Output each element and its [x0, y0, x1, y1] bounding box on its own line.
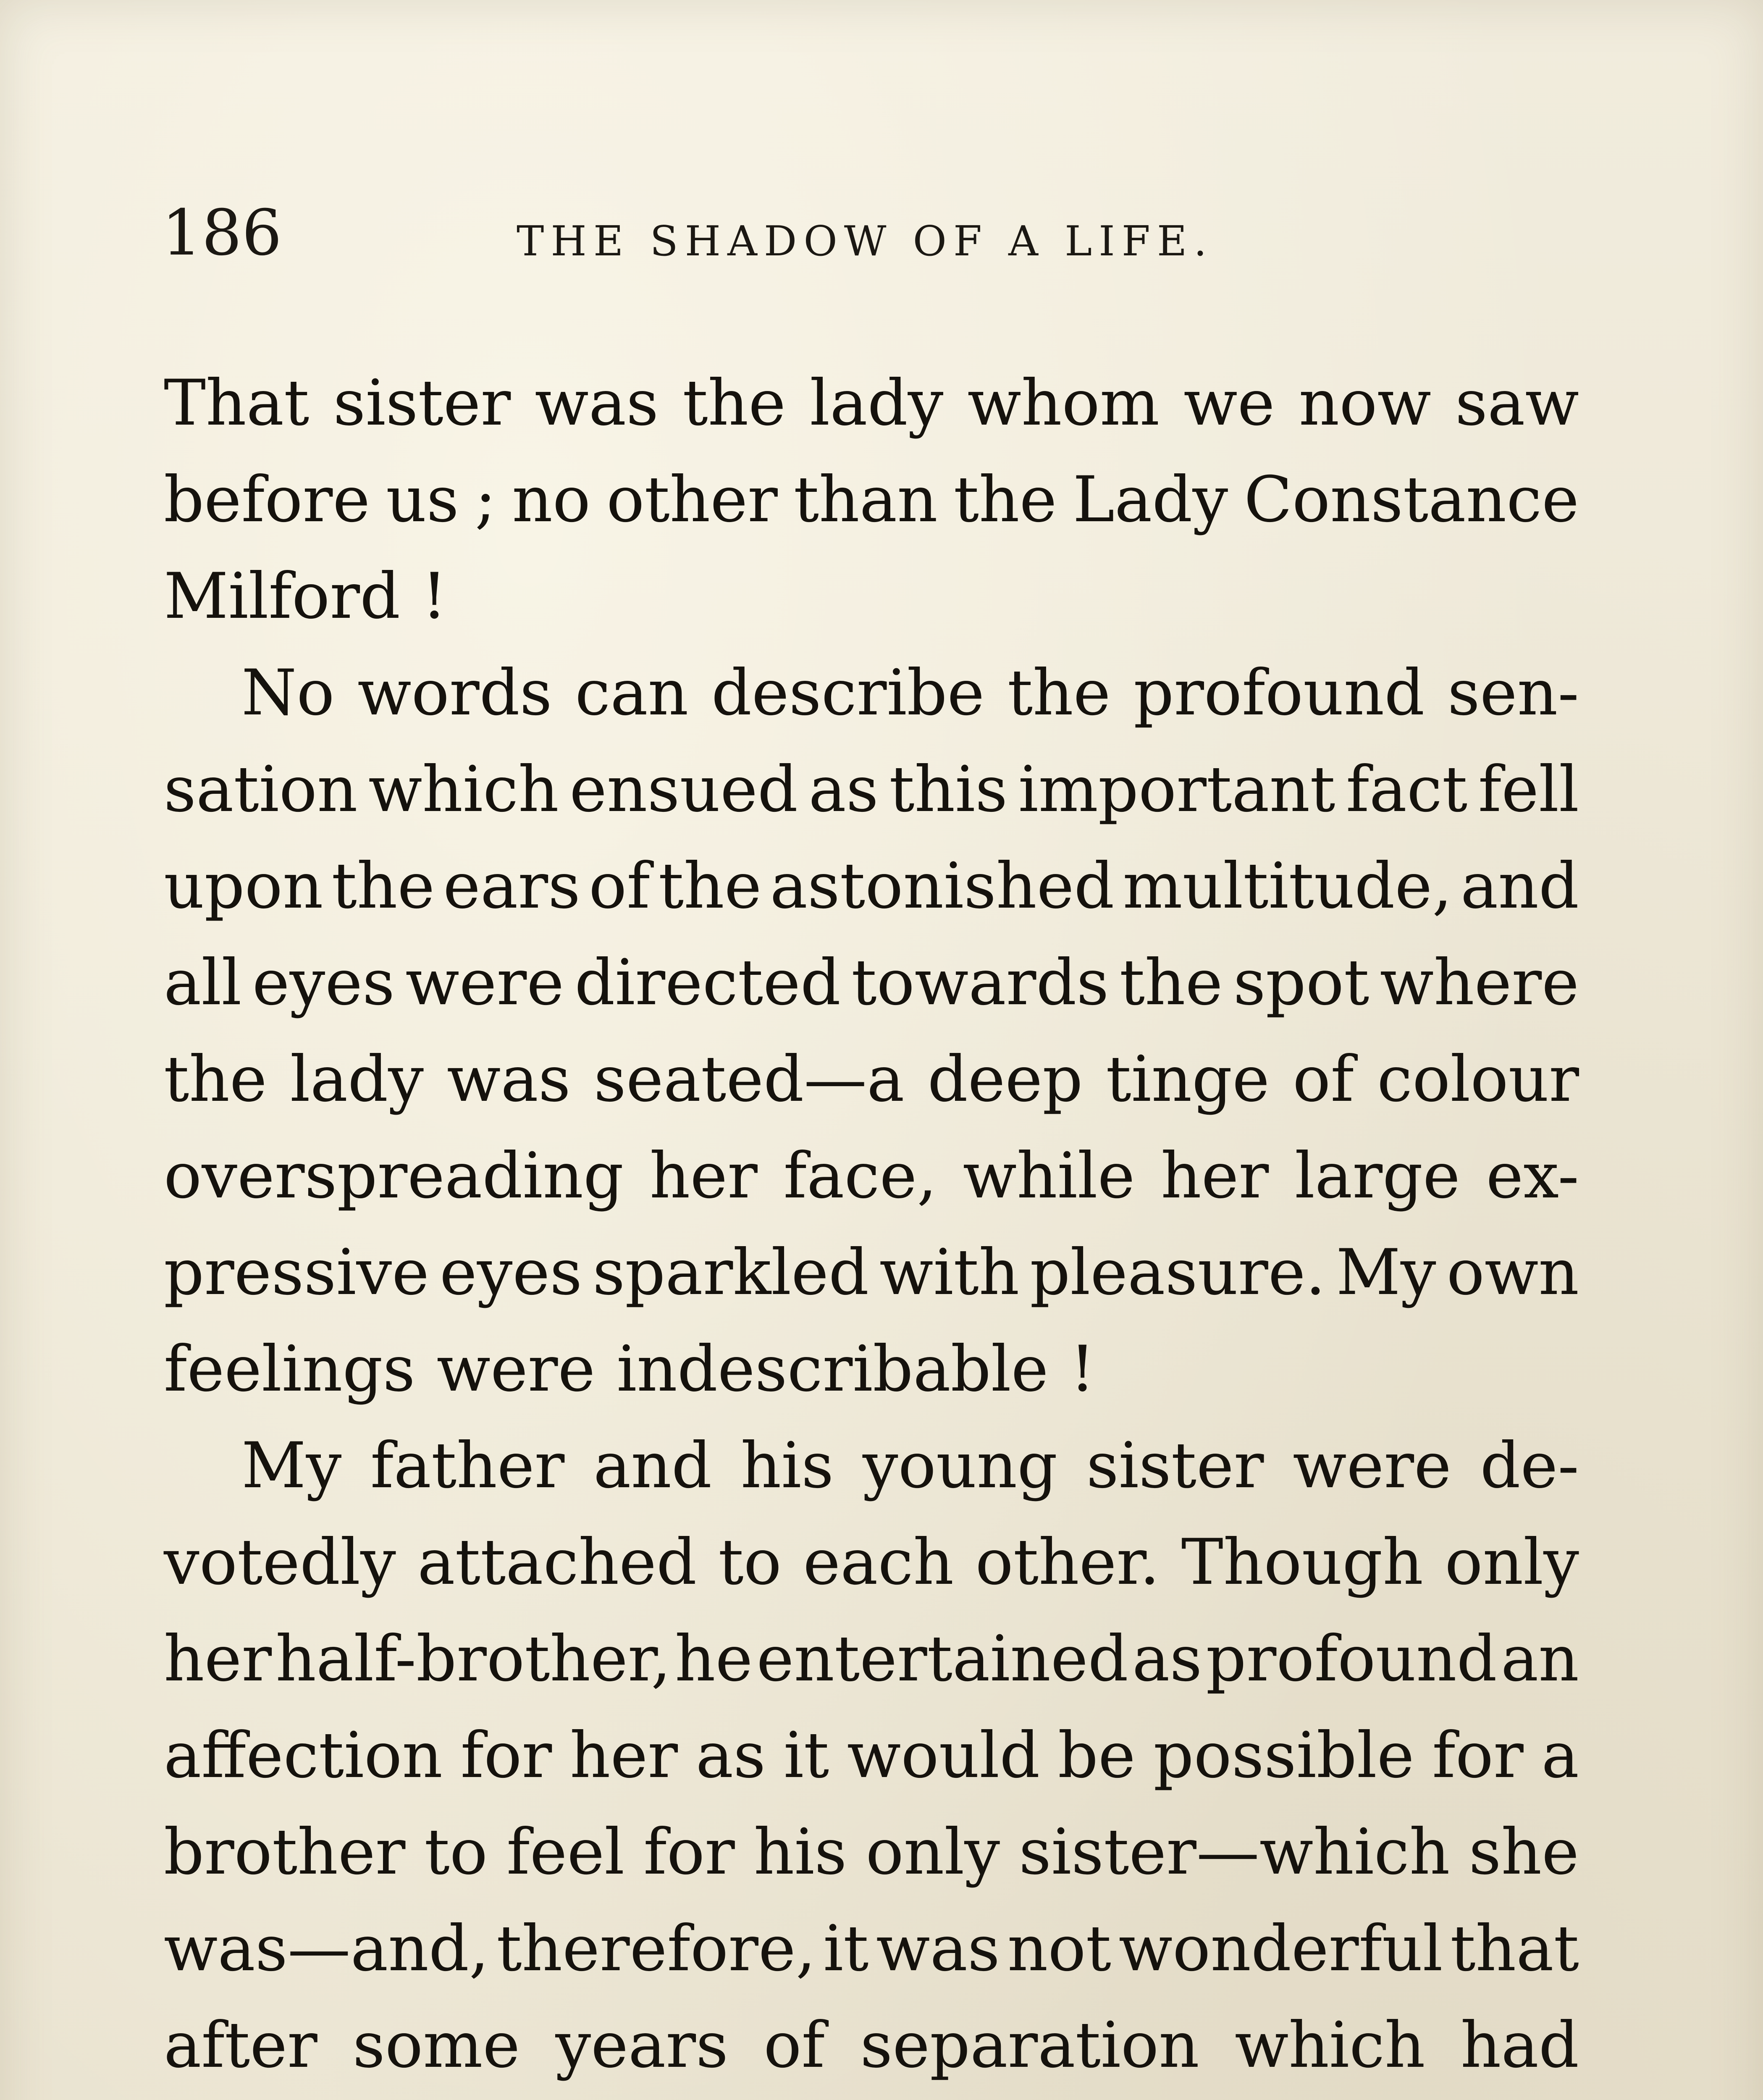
- word: sister: [333, 367, 511, 440]
- word: and: [1460, 850, 1579, 923]
- word: the: [1007, 656, 1111, 730]
- word: profound: [1206, 1622, 1497, 1696]
- text-line: [164, 1031, 1579, 1128]
- word: [440, 2094, 593, 2100]
- word: therefore,: [496, 1912, 816, 1985]
- word: sation: [164, 753, 358, 826]
- word: ;: [475, 463, 496, 536]
- word: we: [1183, 367, 1275, 440]
- word: [1097, 2094, 1409, 2100]
- word: be: [1057, 1719, 1136, 1792]
- word: pleasure.: [1030, 1236, 1326, 1309]
- word: [164, 2094, 409, 2100]
- word: of: [589, 850, 650, 923]
- text-line: [164, 2094, 1579, 2100]
- word: ensued: [569, 753, 798, 826]
- word: young: [862, 1429, 1058, 1502]
- word: My: [241, 1429, 342, 1502]
- word: brother: [164, 1816, 406, 1889]
- body-text: [164, 355, 1579, 2100]
- word: My: [1336, 1236, 1436, 1309]
- word: profound: [1133, 656, 1425, 730]
- word: fact: [1346, 753, 1468, 826]
- word: eyes: [439, 1236, 582, 1309]
- word: indescribable: [617, 1333, 1049, 1406]
- word: only: [866, 1816, 1000, 1889]
- word: only: [1445, 1526, 1579, 1599]
- word: fell: [1478, 753, 1579, 826]
- text-line: [164, 1804, 1579, 1900]
- word: the: [682, 367, 786, 440]
- word: towards: [851, 946, 1109, 1019]
- text-line: [164, 741, 1579, 838]
- word: other: [606, 463, 778, 536]
- text-line: [164, 1514, 1579, 1611]
- word: !: [422, 560, 447, 633]
- word: [624, 2094, 727, 2100]
- word: as: [695, 1719, 766, 1792]
- text-line: [164, 1900, 1579, 1997]
- text-line: [164, 452, 1579, 548]
- word: had: [1460, 2009, 1579, 2082]
- word: Though: [1181, 1526, 1423, 1599]
- word: an: [1501, 1622, 1579, 1696]
- word: that: [1450, 1912, 1579, 1985]
- word: were: [405, 946, 564, 1019]
- word: own: [1446, 1236, 1579, 1309]
- word: which: [1235, 2009, 1425, 2082]
- word: a: [1541, 1719, 1579, 1792]
- word: eyes: [252, 946, 395, 1019]
- paragraph: [164, 645, 1579, 1418]
- word: her: [164, 1622, 272, 1696]
- text-line: [164, 1997, 1579, 2094]
- word: as: [1132, 1622, 1202, 1696]
- word: lady: [810, 367, 944, 440]
- word: it: [823, 1912, 869, 1985]
- text-line: [164, 645, 1579, 741]
- word: father: [370, 1429, 565, 1502]
- word: de-: [1480, 1429, 1579, 1502]
- word: directed: [575, 946, 841, 1019]
- word: her: [569, 1719, 678, 1792]
- word: which: [368, 753, 559, 826]
- text-line: [164, 1707, 1579, 1804]
- word: to: [424, 1816, 488, 1889]
- text-line: [164, 1321, 1579, 1418]
- word: was: [447, 1043, 571, 1116]
- word: separation: [860, 2009, 1199, 2082]
- word: No: [241, 656, 335, 730]
- word: each: [803, 1526, 954, 1599]
- word: us: [386, 463, 459, 536]
- word: affection: [164, 1719, 443, 1792]
- word: That: [164, 367, 310, 440]
- word: overspreading: [164, 1139, 624, 1213]
- text-line: [164, 355, 1579, 452]
- word: attached: [417, 1526, 697, 1599]
- word: for: [643, 1816, 735, 1889]
- word: his: [740, 1429, 834, 1502]
- word: the: [331, 850, 435, 923]
- text-line: [164, 548, 1579, 645]
- paragraph: [164, 355, 1579, 645]
- word: large: [1294, 1139, 1460, 1213]
- text-line: [164, 1418, 1579, 1514]
- text-line: [164, 1611, 1579, 1707]
- word: colour: [1377, 1043, 1579, 1116]
- text-line: [164, 1224, 1579, 1321]
- word: [758, 2094, 1066, 2100]
- word: upon: [164, 850, 323, 923]
- word: for: [460, 1719, 552, 1792]
- word: the: [658, 850, 762, 923]
- word: some: [352, 2009, 520, 2082]
- word: votedly: [164, 1526, 396, 1599]
- word: Constance: [1244, 463, 1579, 536]
- word: seated—a: [593, 1043, 905, 1116]
- word: deep: [927, 1043, 1083, 1116]
- word: sen-: [1447, 656, 1579, 730]
- word: describe: [711, 656, 985, 730]
- word: her: [649, 1139, 758, 1213]
- word: her: [1161, 1139, 1269, 1213]
- word: for: [1432, 1719, 1524, 1792]
- word: Milford: [164, 560, 401, 633]
- word: was—and,: [164, 1912, 489, 1985]
- word: not: [1007, 1912, 1111, 1985]
- word: lady: [290, 1043, 424, 1116]
- word: his: [753, 1816, 847, 1889]
- word: possible: [1153, 1719, 1414, 1792]
- page-number: 186: [162, 197, 282, 270]
- word: all: [164, 946, 242, 1019]
- word: other.: [975, 1526, 1160, 1599]
- word: this: [889, 753, 1008, 826]
- word: wonderful: [1118, 1912, 1443, 1985]
- word: astonished: [770, 850, 1115, 923]
- word: sparkled: [593, 1236, 869, 1309]
- word: would: [847, 1719, 1040, 1792]
- word: the: [164, 1043, 267, 1116]
- word: spot: [1233, 946, 1369, 1019]
- word: saw: [1455, 367, 1579, 440]
- word: sister: [1086, 1429, 1264, 1502]
- word: were: [1293, 1429, 1451, 1502]
- word: years: [555, 2009, 729, 2082]
- word: [1440, 2094, 1579, 2100]
- word: of: [1293, 1043, 1354, 1116]
- word: half-brother,: [275, 1622, 671, 1696]
- word: the: [1119, 946, 1223, 1019]
- word: she: [1469, 1816, 1579, 1889]
- word: ex-: [1486, 1139, 1579, 1213]
- word: whom: [967, 367, 1160, 440]
- word: words: [357, 656, 552, 730]
- word: it: [783, 1719, 829, 1792]
- word: than: [793, 463, 938, 536]
- text-line: [164, 934, 1579, 1031]
- word: he: [674, 1622, 753, 1696]
- word: pressive: [164, 1236, 429, 1309]
- word: while: [963, 1139, 1135, 1213]
- word: multitude,: [1123, 850, 1452, 923]
- word: of: [763, 2009, 825, 2082]
- word: now: [1299, 367, 1431, 440]
- word: were: [436, 1333, 596, 1406]
- word: entertained: [756, 1622, 1128, 1696]
- word: important: [1018, 753, 1335, 826]
- text-line: [164, 1128, 1579, 1224]
- word: the: [953, 463, 1057, 536]
- word: after: [164, 2009, 317, 2082]
- running-title: THE SHADOW OF A LIFE.: [517, 218, 1214, 265]
- word: before: [164, 463, 370, 536]
- paragraph: [164, 1418, 1579, 2100]
- word: can: [575, 656, 689, 730]
- word: to: [718, 1526, 782, 1599]
- text-line: [164, 838, 1579, 934]
- word: ears: [443, 850, 581, 923]
- word: and: [593, 1429, 712, 1502]
- word: sister—which: [1019, 1816, 1450, 1889]
- word: tinge: [1106, 1043, 1270, 1116]
- word: no: [512, 463, 591, 536]
- word: was: [535, 367, 659, 440]
- word: feelings: [164, 1333, 415, 1406]
- word: with: [879, 1236, 1020, 1309]
- word: feel: [506, 1816, 625, 1889]
- word: was: [876, 1912, 1000, 1985]
- word: !: [1070, 1333, 1095, 1406]
- word: as: [808, 753, 879, 826]
- word: Lady: [1073, 463, 1228, 536]
- word: face,: [783, 1139, 937, 1213]
- running-head: [162, 197, 1573, 302]
- word: where: [1380, 946, 1579, 1019]
